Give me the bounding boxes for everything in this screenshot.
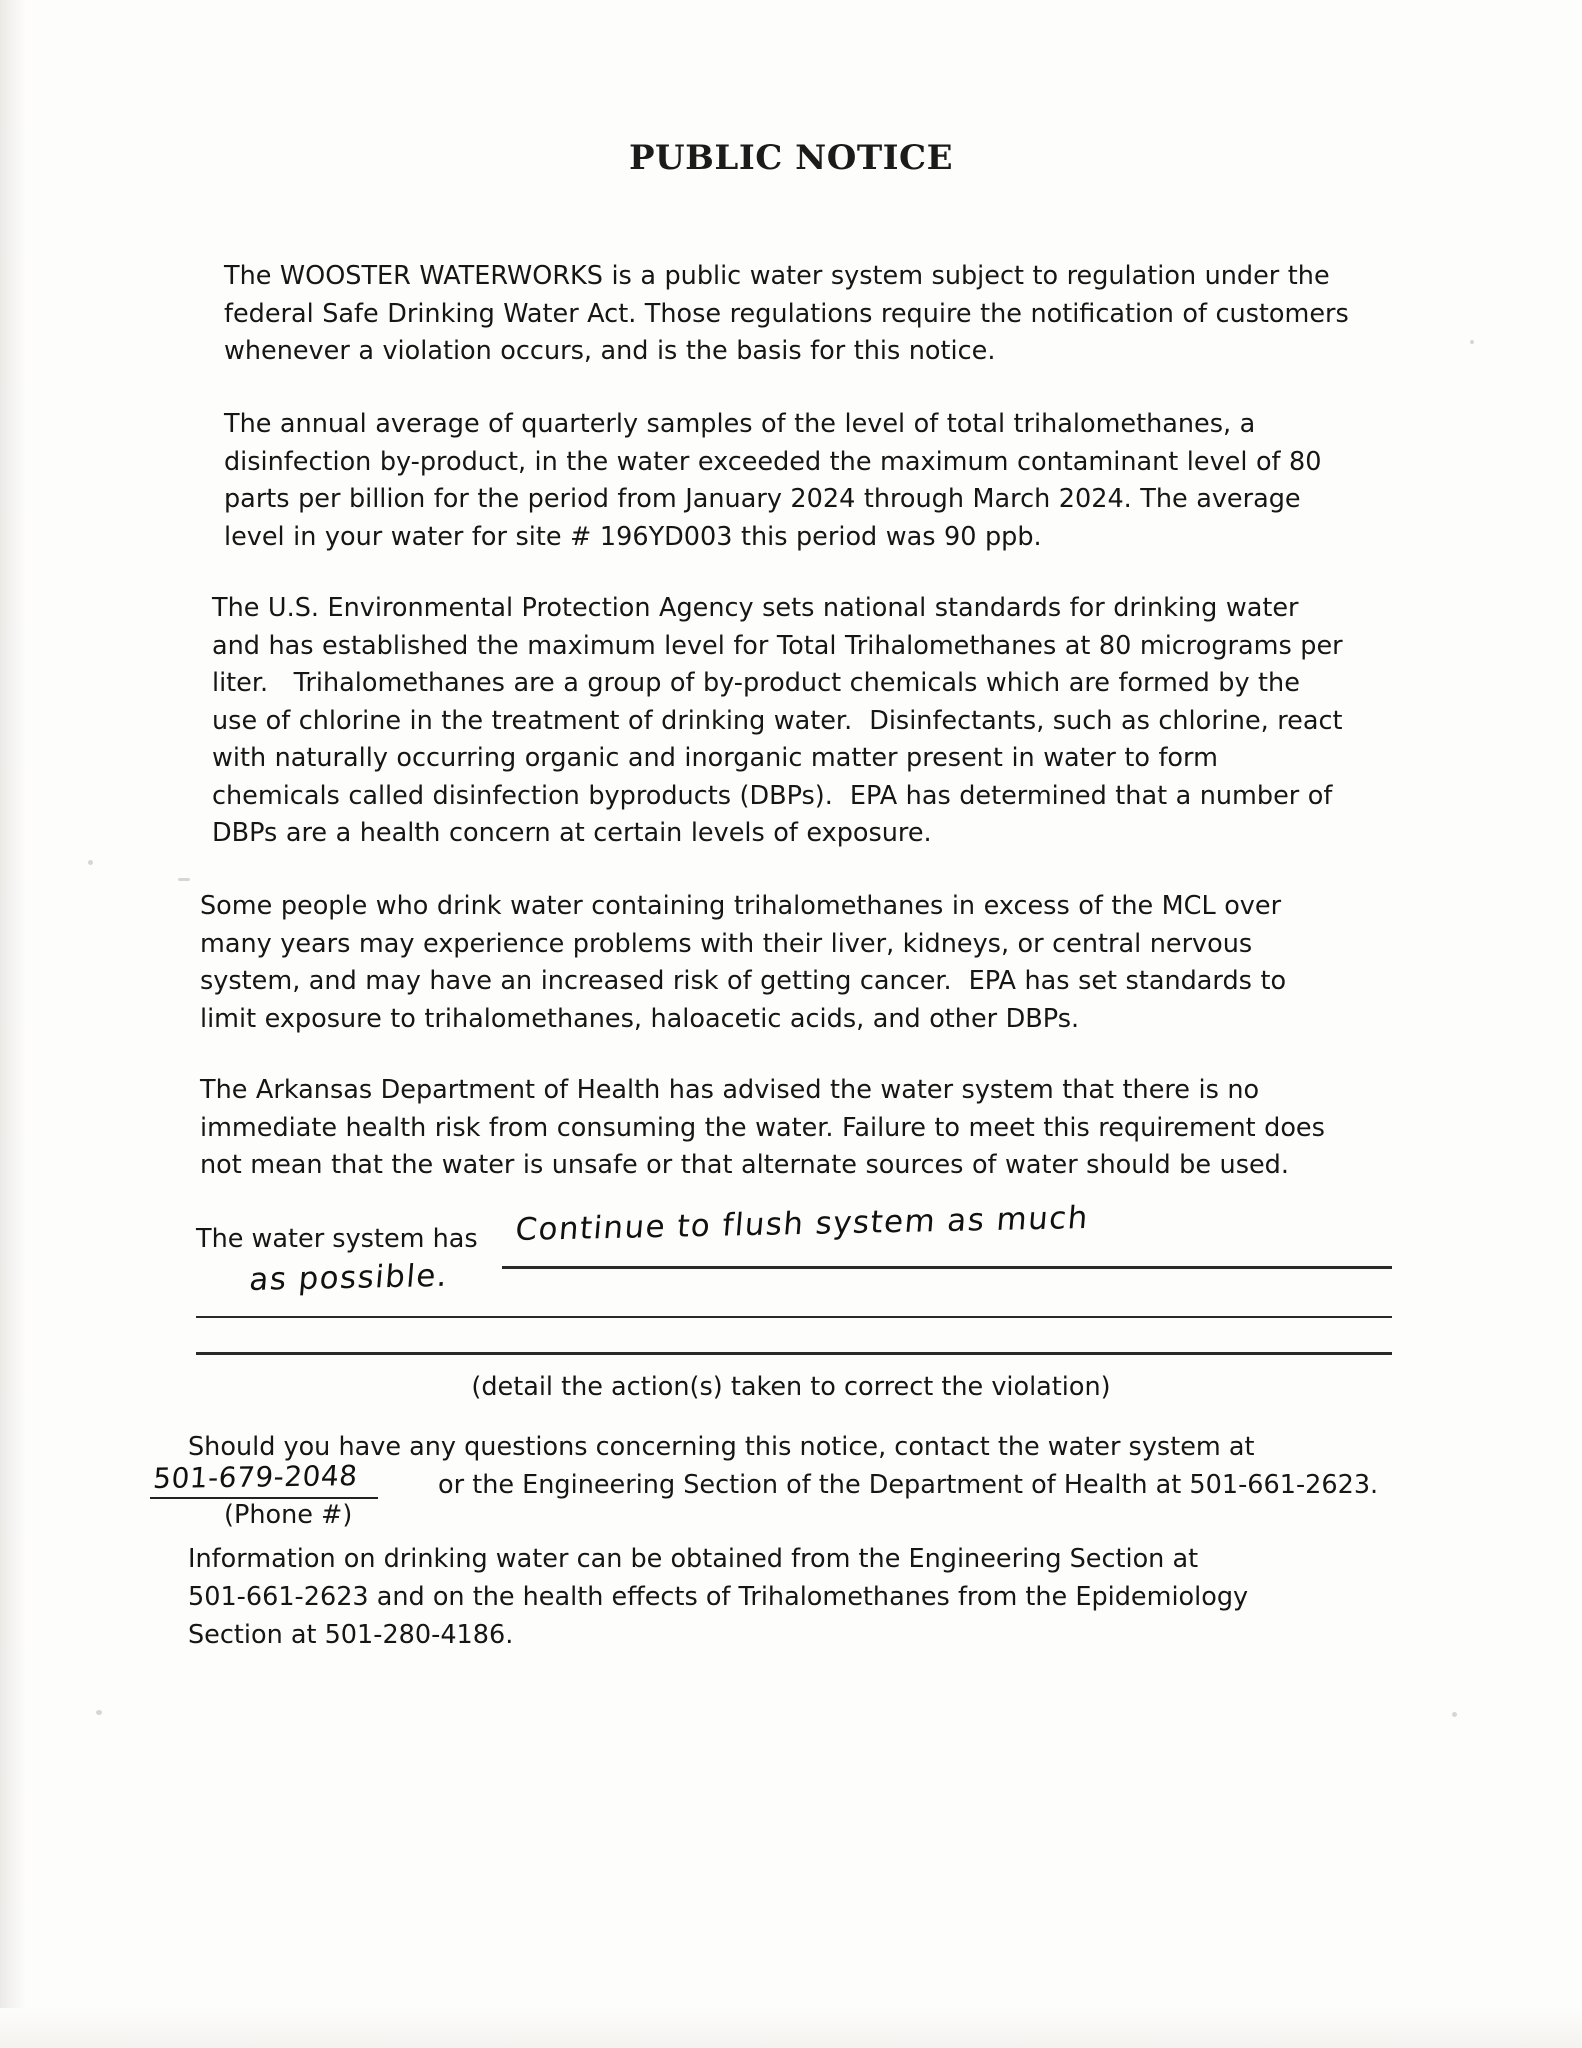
- paragraph-line: immediate health risk from consuming the water. Failure to meet this requirement does: [200, 1112, 1325, 1143]
- paragraph-state-advisory: [200, 1072, 1400, 1185]
- paragraph-line: The Arkansas Department of Health has advised the water system that there is no: [200, 1075, 1260, 1105]
- paragraph-line: The WOOSTER WATERWORKS is a public water system subject to regulation under the: [224, 261, 1330, 291]
- paragraph-line: liter. Trihalomethanes are a group of by-product chemicals which are formed by the: [212, 668, 1300, 698]
- paragraph-line: DBPs are a health concern at certain levels of exposure.: [212, 818, 932, 848]
- paragraph-line-continued: or the Engineering Section of the Department of Health at 501-661-2623.: [438, 1470, 1379, 1500]
- paragraph-line: The U.S. Environmental Protection Agency sets national standards for drinking water: [212, 593, 1299, 623]
- handwritten-action-line-1: Continue to flush system as much: [514, 1199, 1091, 1248]
- paragraph-line: not mean that the water is unsafe or that alternate sources of water should be used.: [200, 1150, 1289, 1180]
- phone-field-caption: (Phone #): [224, 1500, 353, 1530]
- paragraph-line: disinfection by-product, in the water exceeded the maximum contaminant level of 80: [224, 446, 1322, 477]
- paragraph-line: with naturally occurring organic and inorganic matter present in water to form: [212, 743, 1218, 773]
- handwritten-action-line-2: as possible.: [248, 1257, 450, 1298]
- paragraph-intro: [224, 258, 1404, 371]
- paragraph-line: use of chlorine in the treatment of drinking water. Disinfectants, such as chlorine, react: [212, 705, 1343, 736]
- paragraph-line: chemicals called disinfection byproducts (DBPs). EPA has determined that a number of: [212, 780, 1333, 811]
- paragraph-line: Some people who drink water containing trihalomethanes in excess of the MCL over: [200, 891, 1282, 921]
- paragraph-more-information: [188, 1540, 1428, 1654]
- paragraph-line: system, and may have an increased risk of getting cancer. EPA has set standards to: [200, 966, 1287, 996]
- fill-in-rule-3: [196, 1352, 1392, 1355]
- paragraph-line: The annual average of quarterly samples of the level of total trihalomethanes, a: [224, 409, 1256, 439]
- page-title: PUBLIC NOTICE: [628, 138, 954, 178]
- handwritten-phone-number: 501-679-2048: [152, 1459, 359, 1495]
- corrective-action-field[interactable]: [196, 1199, 1392, 1328]
- action-field-caption: (detail the action(s) taken to correct the violation): [471, 1372, 1111, 1402]
- paragraph-violation-details: [224, 406, 1404, 556]
- paragraph-contact: [188, 1428, 1418, 1504]
- paragraph-line: and has established the maximum level for Total Trihalomethanes at 80 micrograms per: [212, 630, 1343, 661]
- paragraph-line: 501-661-2623 and on the health effects of Trihalomethanes from the Epidemiology: [188, 1582, 1249, 1612]
- paragraph-line: level in your water for site # 196YD003 this period was 90 ppb.: [224, 521, 1042, 552]
- paragraph-line: many years may experience problems with their liver, kidneys, or central nervous: [200, 928, 1253, 959]
- paragraph-line: whenever a violation occurs, and is the basis for this notice.: [224, 336, 996, 366]
- fill-in-rule-1: [502, 1266, 1392, 1269]
- paragraph-health-effects: [200, 888, 1400, 1038]
- paragraph-epa-standards: [212, 590, 1412, 853]
- paragraph-line: limit exposure to trihalomethanes, haloacetic acids, and other DBPs.: [200, 1003, 1080, 1034]
- paragraph-line: parts per billion for the period from January 2024 through March 2024. The average: [224, 484, 1301, 514]
- paragraph-line: federal Safe Drinking Water Act. Those regulations require the notification of customers: [224, 298, 1349, 329]
- paragraph-line: Should you have any questions concerning this notice, contact the water system at: [188, 1432, 1255, 1462]
- paragraph-line: Information on drinking water can be obtained from the Engineering Section at: [188, 1544, 1199, 1574]
- fill-in-rule-2: [196, 1316, 1392, 1318]
- paragraph-line: Section at 501-280-4186.: [188, 1620, 514, 1650]
- phone-field-rule: [150, 1497, 378, 1499]
- action-field-label: The water system has: [196, 1224, 478, 1254]
